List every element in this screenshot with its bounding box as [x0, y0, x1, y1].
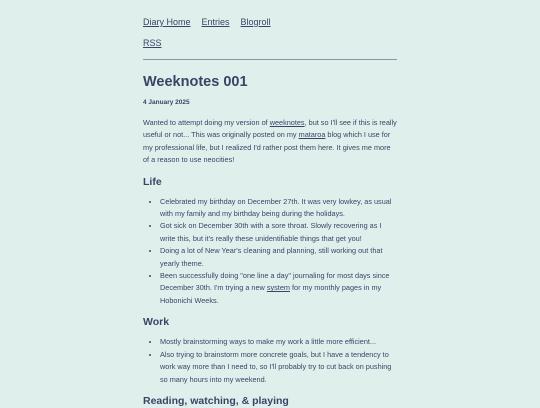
nav-row-secondary	[143, 38, 397, 49]
list-item: • Mostly brainstorming ways to make my work a little more efficient...	[160, 336, 397, 348]
system-link[interactable]: system	[266, 283, 290, 293]
list-item-text-1: Been successfully doing "one line a day" journaling for most days since December 30th. I'm trying a new	[160, 271, 390, 293]
weeknotes-link[interactable]: weeknotes	[269, 118, 305, 127]
post-date: 4 January 2025	[143, 99, 190, 106]
post-intro	[143, 117, 397, 167]
list-item-text-2: for my monthly pages in my Hobonichi Weeks.	[160, 283, 382, 305]
list-item: • Doing a lot of New Year's cleaning and planning, still working out that yearly theme.	[160, 245, 397, 270]
site-nav	[143, 17, 397, 49]
list-item	[160, 270, 397, 307]
nav-link-diary-home[interactable]: Diary Home	[143, 17, 191, 27]
intro-text-1: Wanted to attempt doing my version of	[143, 118, 270, 127]
nav-link-entries[interactable]: Entries	[201, 17, 230, 27]
intro-text-3: blog which I use for my professional life, but I realized I'd rather post them here. It gives me more of a reason to use neocities!	[143, 130, 391, 165]
nav-link-blogroll[interactable]: Blogroll	[240, 17, 271, 27]
life-list	[143, 196, 397, 308]
section-heading-reading: Reading, watching, & playing	[143, 394, 289, 407]
nav-link-rss[interactable]: RSS	[143, 38, 162, 48]
list-item: • Also trying to brainstorm more concrete goals, but I have a tendency to work way more than I need to, so I'll probably try to cut back on pushing so many hours into my weekend.	[160, 349, 397, 386]
section-heading-life: Life	[143, 175, 162, 188]
section-heading-work: Work	[143, 316, 170, 329]
mataroa-link[interactable]: mataroa	[298, 130, 326, 140]
header-divider	[143, 59, 397, 60]
list-item: • Got sick on December 30th with a sore throat. Slowly recovering as I write this, but it's really these unidentifiable things that get you!	[160, 220, 397, 245]
post-title: Weeknotes 001	[143, 74, 248, 90]
nav-row-primary	[143, 17, 397, 28]
work-list	[143, 336, 397, 386]
page-container	[143, 0, 397, 408]
intro-text-2: , but so I'll see if this is really useful or not... This was originally posted on my	[143, 118, 397, 140]
list-item: • Celebrated my birthday on December 27th. It was very lowkey, as usual with my family and my birthday being during the holidays.	[160, 196, 397, 221]
